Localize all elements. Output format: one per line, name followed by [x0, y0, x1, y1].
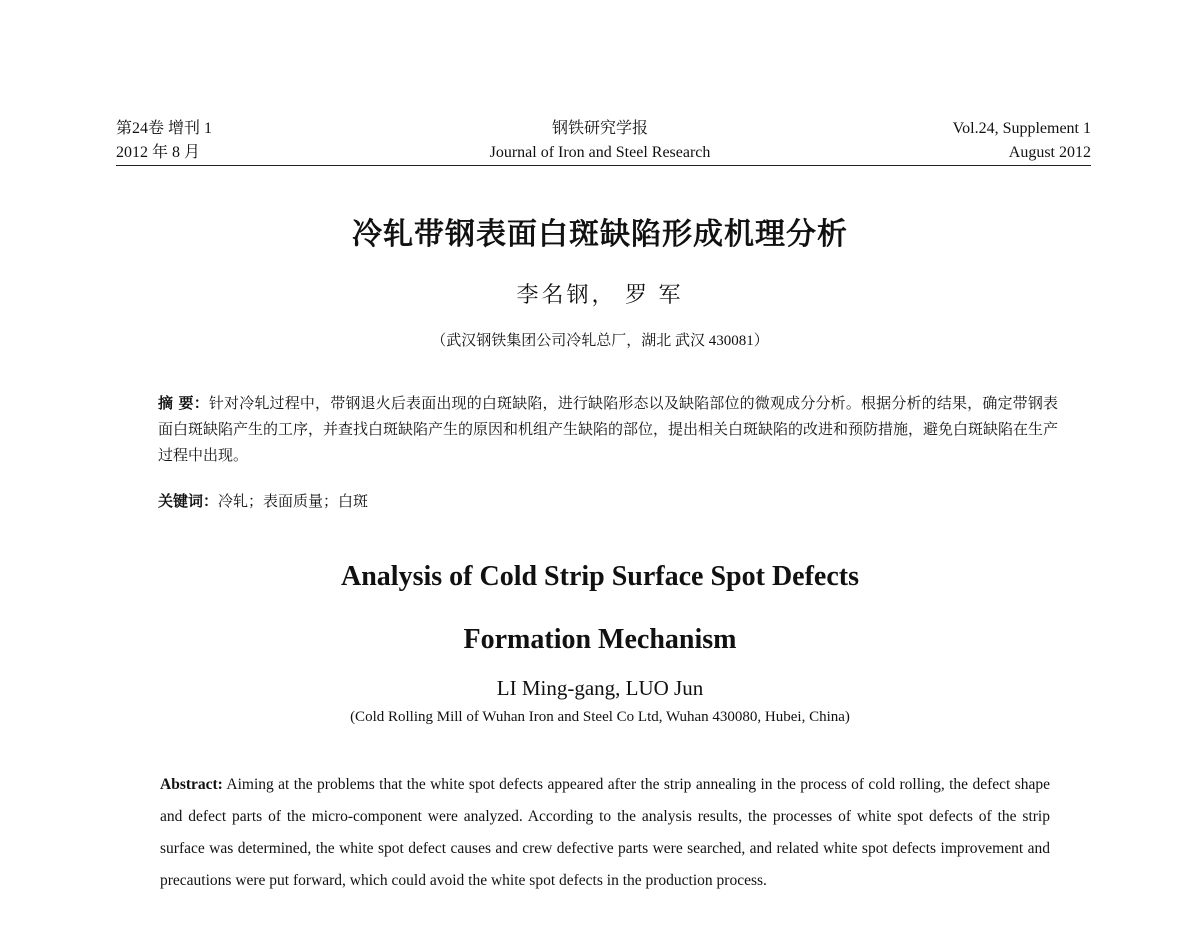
issue-date-en: August 2012: [1008, 144, 1091, 161]
authors-cn: 李名钢， 罗 军: [516, 282, 684, 307]
paper-title-en-line2: Formation Mechanism: [463, 624, 737, 655]
volume-supplement-en: Vol.24, Supplement 1: [952, 120, 1091, 137]
journal-name-cn: 钢铁研究学报: [551, 120, 648, 137]
journal-volume-info-en: [953, 117, 1091, 165]
keywords-text-cn: 冷轧；表面质量；白斑: [218, 494, 369, 510]
keywords-cn: [158, 488, 368, 515]
header-divider: [116, 165, 1091, 166]
abstract-text-cn: 针对冷轧过程中，带钢退火后表面出现的白斑缺陷，进行缺陷形态以及缺陷部位的微观成分分析。根据分析的结果，确定带钢表面白斑缺陷产生的工序，并查找白斑缺陷产生的原因和机组产生缺陷的部位，提出相关白斑缺陷的改进和预防措施，避免白斑缺陷在生产过程中出现。: [158, 396, 1059, 464]
issue-date-cn: 2012 年 8 月: [116, 144, 201, 161]
abstract-label-cn: 摘 要：: [158, 394, 209, 412]
paper-title-en-line1: Analysis of Cold Strip Surface Spot Defects: [341, 561, 859, 592]
abstract-label-en: Abstract:: [160, 776, 223, 793]
abstract-cn: [158, 390, 1058, 469]
keywords-label-cn: 关键词：: [158, 492, 219, 510]
paper-title-cn: 冷轧带钢表面白斑缺陷形成机理分析: [352, 217, 848, 252]
journal-name-en: Journal of Iron and Steel Research: [489, 144, 711, 161]
abstract-text-en: Aiming at the problems that the white spot defects appeared after the strip annealing in the process of cold rolling, the defect shape and defect parts of the micro-component were analyzed. According to the analysis results, the processes of white spot defects of the strip surface was determined, the white spot defect causes and crew defective parts were searched, and related white spot defects improvement and precautions were put forward, which could avoid the white spot defects in the production process.: [160, 776, 1050, 889]
affiliation-en: (Cold Rolling Mill of Wuhan Iron and Steel Co Ltd, Wuhan 430080, Hubei, China): [350, 709, 850, 725]
volume-issue: 第24卷 增刊 1: [116, 120, 213, 137]
affiliation-cn: （武汉钢铁集团公司冷轧总厂，湖北 武汉 430081）: [431, 333, 769, 349]
authors-en: LI Ming-gang, LUO Jun: [496, 676, 704, 700]
abstract-en: [160, 769, 1050, 897]
